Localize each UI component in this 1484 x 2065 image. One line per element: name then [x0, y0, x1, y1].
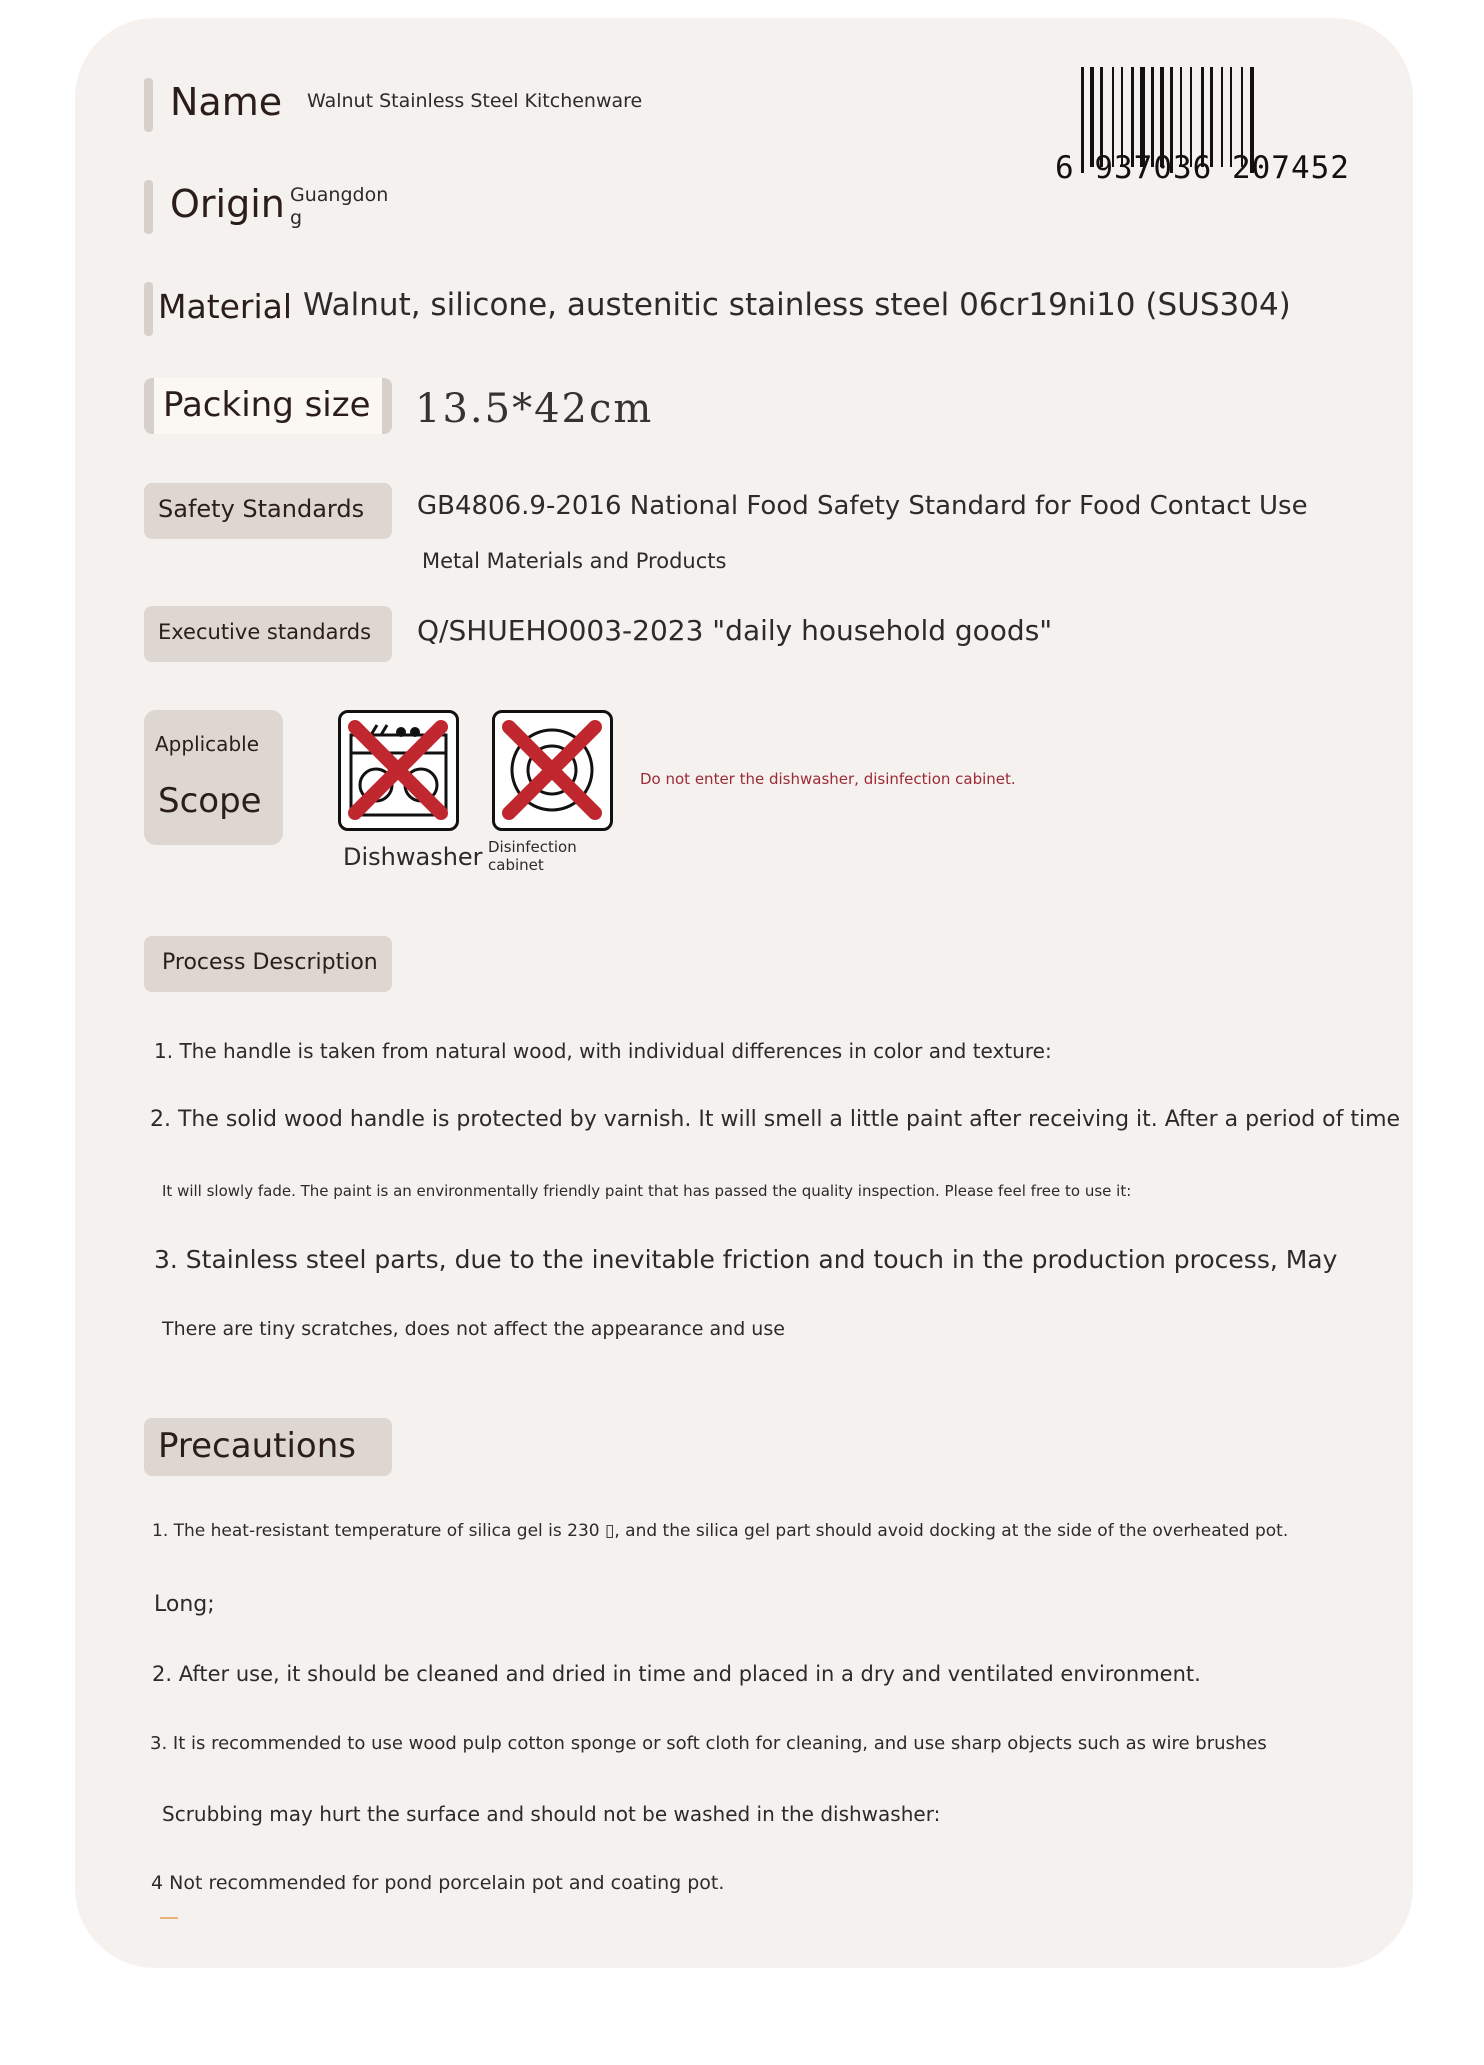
- barcode-digits: 6 937036 207452: [1055, 150, 1350, 186]
- safety-value-line1: GB4806.9-2016 National Food Safety Standard for Food Contact Use: [417, 491, 1308, 521]
- origin-value-line2: g: [290, 207, 303, 229]
- scope-label-small: Applicable: [155, 732, 259, 756]
- process-item-3-cont: There are tiny scratches, does not affect the appearance and use: [162, 1318, 785, 1340]
- packing-value: 13.5*42cm: [415, 386, 654, 432]
- process-label: Process Description: [162, 950, 378, 975]
- executive-label: Executive standards: [158, 620, 372, 644]
- precautions-label: Precautions: [158, 1426, 356, 1466]
- precautions-item-1: 1. The heat-resistant temperature of silica gel is 230 ▯, and the silica gel part should avoid docking at the side of the overheated pot.: [152, 1521, 1289, 1541]
- precautions-item-2: 2. After use, it should be cleaned and dried in time and placed in a dry and ventilated environment.: [152, 1662, 1201, 1686]
- process-item-1: 1. The handle is taken from natural wood, with individual differences in color and texture:: [154, 1039, 1052, 1063]
- process-item-2: 2. The solid wood handle is protected by varnish. It will smell a little paint after receiving it. After a period of time: [150, 1107, 1401, 1132]
- material-label: Material: [158, 287, 293, 326]
- name-value: Walnut Stainless Steel Kitchenware: [307, 90, 643, 112]
- scope-note: Do not enter the dishwasher, disinfection cabinet.: [640, 770, 1016, 788]
- material-label-marker: [144, 282, 153, 336]
- safety-value-line2: Metal Materials and Products: [422, 549, 727, 573]
- name-label: Name: [170, 80, 283, 124]
- process-item-3: 3. Stainless steel parts, due to the inevitable friction and touch in the production process, May: [154, 1245, 1338, 1274]
- precautions-item-1-cont: Long;: [154, 1592, 215, 1617]
- precautions-item-3-cont: Scrubbing may hurt the surface and should not be washed in the dishwasher:: [162, 1802, 941, 1826]
- decorative-underline: [160, 1917, 178, 1919]
- scope-label-big: Scope: [158, 781, 262, 821]
- origin-value-line1: Guangdon: [290, 184, 389, 206]
- dishwasher-label: Dishwasher: [343, 843, 483, 871]
- process-item-2-cont: It will slowly fade. The paint is an environmentally friendly paint that has passed the quality inspection. Please feel free to use it:: [162, 1182, 1132, 1200]
- scope-label-pill: [144, 710, 283, 845]
- executive-value: Q/SHUEHO003-2023 "daily household goods": [417, 614, 1053, 647]
- disinfection-cabinet-prohibited-icon: [492, 710, 613, 831]
- precautions-item-3: 3. It is recommended to use wood pulp cotton sponge or soft cloth for cleaning, and use sharp objects such as wire brushes: [150, 1733, 1267, 1754]
- disinfection-label-line1: Disinfection: [488, 838, 577, 856]
- origin-label: Origin: [170, 182, 285, 226]
- packing-label: Packing size: [163, 385, 371, 425]
- origin-label-marker: [144, 180, 153, 234]
- name-label-marker: [144, 78, 153, 132]
- material-value: Walnut, silicone, austenitic stainless steel 06cr19ni10 (SUS304): [303, 287, 1291, 323]
- disinfection-label-line2: cabinet: [488, 856, 544, 874]
- safety-label: Safety Standards: [158, 495, 365, 523]
- precautions-item-4: 4 Not recommended for pond porcelain pot and coating pot.: [151, 1872, 725, 1894]
- dishwasher-prohibited-icon: [338, 710, 459, 831]
